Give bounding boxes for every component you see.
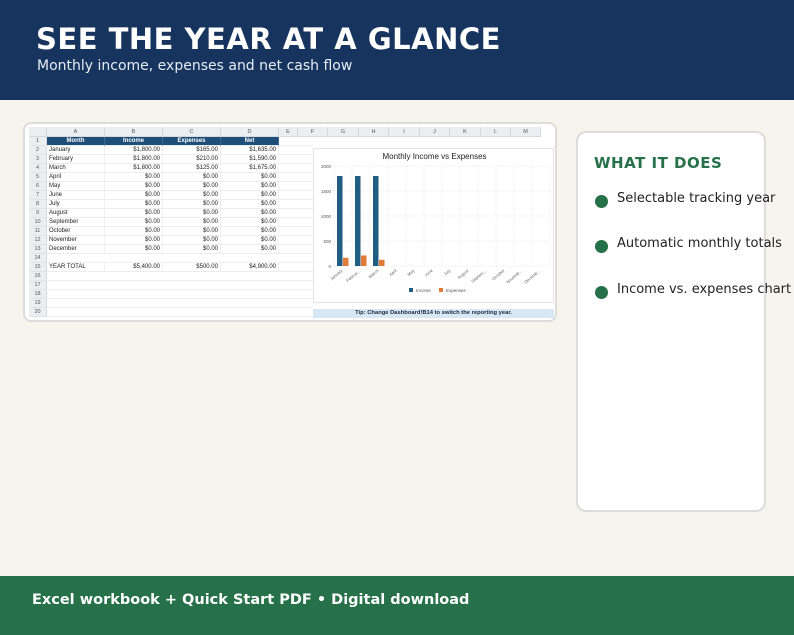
table-cell[interactable]: $0.00	[221, 236, 279, 245]
grid-line	[47, 289, 313, 290]
table-cell[interactable]: $0.00	[105, 218, 163, 227]
table-cell[interactable]: September	[47, 218, 105, 227]
y-tick-label: 0	[328, 264, 331, 269]
footer-text: Excel workbook + Quick Start PDF • Digital download	[32, 592, 470, 608]
legend-label: Expenses	[446, 288, 466, 293]
table-cell[interactable]: $5,400.00	[105, 263, 163, 272]
column-header-e[interactable]: E	[279, 127, 298, 137]
table-cell[interactable]: $0.00	[105, 173, 163, 182]
table-cell[interactable]: $0.00	[163, 200, 221, 209]
table-cell[interactable]: November	[47, 236, 105, 245]
table-cell[interactable]: $0.00	[221, 218, 279, 227]
row-header-18[interactable]: 18	[29, 290, 47, 299]
row-header-20[interactable]: 20	[29, 308, 47, 317]
table-cell[interactable]: $1,590.00	[221, 155, 279, 164]
banner-header	[0, 0, 794, 100]
y-tick-label: 1500	[320, 189, 331, 194]
x-tick-label: March	[367, 267, 380, 280]
page-subtitle: Monthly income, expenses and net cash flow	[37, 58, 353, 74]
column-header-m[interactable]: M	[511, 127, 541, 137]
bar-income	[337, 176, 343, 266]
x-tick-label: October	[491, 267, 506, 282]
table-header-cell[interactable]: Expenses	[163, 137, 221, 146]
row-header-8[interactable]: 8	[29, 200, 47, 209]
row-header-17[interactable]: 17	[29, 281, 47, 290]
table-cell[interactable]: $210.00	[163, 155, 221, 164]
feature-label: Income vs. expenses chart	[617, 282, 792, 297]
table-cell[interactable]: $1,675.00	[221, 164, 279, 173]
table-cell[interactable]: $0.00	[163, 182, 221, 191]
table-cell[interactable]: $0.00	[221, 227, 279, 236]
table-cell[interactable]: $0.00	[163, 245, 221, 254]
table-header-cell[interactable]: Month	[47, 137, 105, 146]
page-title: SEE THE YEAR AT A GLANCE	[36, 22, 501, 56]
x-tick-label: January	[329, 267, 344, 282]
table-cell[interactable]: February	[47, 155, 105, 164]
grid-line	[47, 280, 313, 281]
table-cell[interactable]: $0.00	[221, 173, 279, 182]
table-cell[interactable]: $0.00	[221, 182, 279, 191]
row-header-10[interactable]: 10	[29, 218, 47, 227]
table-cell[interactable]: $0.00	[221, 209, 279, 218]
table-cell[interactable]: $0.00	[105, 191, 163, 200]
column-header-l[interactable]: L	[481, 127, 511, 137]
table-cell[interactable]: $1,800.00	[105, 146, 163, 155]
column-header-k[interactable]: K	[450, 127, 481, 137]
x-tick-label: Decemb…	[523, 267, 542, 285]
table-cell[interactable]: $0.00	[163, 236, 221, 245]
x-tick-label: July	[442, 267, 452, 277]
row-header-4[interactable]: 4	[29, 164, 47, 173]
column-header-g[interactable]: G	[328, 127, 359, 137]
feature-label: Automatic monthly totals	[617, 236, 782, 251]
features-card	[576, 131, 792, 512]
chart-canvas	[314, 149, 555, 304]
table-cell[interactable]: $0.00	[163, 191, 221, 200]
x-tick-label: May	[406, 267, 416, 277]
table-cell[interactable]: June	[47, 191, 105, 200]
table-cell[interactable]: May	[47, 182, 105, 191]
table-cell[interactable]: $0.00	[163, 227, 221, 236]
grid-line	[47, 298, 313, 299]
x-tick-label: August	[456, 267, 470, 281]
table-cell[interactable]: $0.00	[105, 200, 163, 209]
table-cell[interactable]: $4,900.00	[221, 263, 279, 272]
table-cell[interactable]: December	[47, 245, 105, 254]
row-header-15[interactable]: 15	[29, 263, 47, 272]
grid-line	[47, 307, 313, 308]
column-header-f[interactable]: F	[298, 127, 328, 137]
table-cell[interactable]: $0.00	[221, 245, 279, 254]
bullet-dot-icon	[595, 195, 608, 208]
bullet-dot-icon	[595, 240, 608, 253]
table-cell[interactable]: August	[47, 209, 105, 218]
column-header-d[interactable]: D	[221, 127, 279, 137]
table-cell[interactable]: July	[47, 200, 105, 209]
row-header-2[interactable]: 2	[29, 146, 47, 155]
y-tick-label: 2000	[320, 164, 331, 169]
sheet-corner[interactable]	[29, 127, 47, 137]
column-header-c[interactable]: C	[163, 127, 221, 137]
bar-expenses	[361, 256, 367, 267]
table-cell[interactable]: $0.00	[105, 182, 163, 191]
row-header-1[interactable]: 1	[29, 137, 47, 146]
table-cell[interactable]: January	[47, 146, 105, 155]
y-tick-label: 500	[323, 239, 331, 244]
table-cell[interactable]: $0.00	[221, 191, 279, 200]
legend-swatch	[439, 288, 443, 292]
column-header-b[interactable]: B	[105, 127, 163, 137]
table-cell[interactable]: $1,800.00	[105, 164, 163, 173]
row-header-3[interactable]: 3	[29, 155, 47, 164]
row-header-7[interactable]: 7	[29, 191, 47, 200]
table-header-cell[interactable]: Net	[221, 137, 279, 146]
table-cell[interactable]: $0.00	[105, 236, 163, 245]
row-header-5[interactable]: 5	[29, 173, 47, 182]
tip-banner: Tip: Change Dashboard!B14 to switch the reporting year.	[313, 309, 554, 318]
x-tick-label: Novemb…	[505, 267, 524, 285]
row-header-19[interactable]: 19	[29, 299, 47, 308]
bullet-dot-icon	[595, 286, 608, 299]
income-expenses-chart	[313, 148, 554, 303]
table-cell[interactable]: $1,635.00	[221, 146, 279, 155]
table-cell[interactable]: $0.00	[163, 209, 221, 218]
row-header-13[interactable]: 13	[29, 245, 47, 254]
table-cell[interactable]: October	[47, 227, 105, 236]
bar-expenses	[343, 258, 349, 266]
row-header-6[interactable]: 6	[29, 182, 47, 191]
table-cell[interactable]: $0.00	[221, 200, 279, 209]
column-header-a[interactable]: A	[47, 127, 105, 137]
bar-expenses	[379, 260, 385, 266]
spreadsheet	[29, 127, 554, 320]
x-tick-label: April	[388, 267, 398, 278]
x-tick-label: Septem…	[470, 267, 488, 284]
spreadsheet-preview-card	[23, 122, 557, 322]
feature-label: Selectable tracking year	[617, 191, 776, 206]
bar-income	[373, 176, 379, 266]
table-cell[interactable]: $0.00	[105, 209, 163, 218]
grid-line	[47, 316, 313, 317]
table-cell[interactable]: $500.00	[163, 263, 221, 272]
row-header-12[interactable]: 12	[29, 236, 47, 245]
table-cell[interactable]: $0.00	[163, 218, 221, 227]
table-cell[interactable]: $0.00	[105, 245, 163, 254]
table-cell[interactable]: $125.00	[163, 164, 221, 173]
table-cell[interactable]: YEAR TOTAL	[47, 263, 105, 272]
column-header-j[interactable]: J	[420, 127, 450, 137]
x-tick-label: Februa…	[345, 267, 362, 283]
column-header-h[interactable]: H	[359, 127, 389, 137]
table-cell[interactable]: $1,800.00	[105, 155, 163, 164]
table-cell[interactable]: $0.00	[105, 227, 163, 236]
x-tick-label: June	[423, 267, 434, 278]
table-cell[interactable]: April	[47, 173, 105, 182]
table-cell[interactable]: $0.00	[163, 173, 221, 182]
legend-label: Income	[416, 288, 431, 293]
row-header-16[interactable]: 16	[29, 272, 47, 281]
row-header-9[interactable]: 9	[29, 209, 47, 218]
footer-bar	[0, 576, 794, 635]
y-tick-label: 1000	[320, 214, 331, 219]
column-header-i[interactable]: I	[389, 127, 420, 137]
legend-swatch	[409, 288, 413, 292]
bar-income	[355, 176, 361, 266]
table-cell[interactable]: March	[47, 164, 105, 173]
table-header-cell[interactable]: Income	[105, 137, 163, 146]
row-header-11[interactable]: 11	[29, 227, 47, 236]
row-header-14[interactable]: 14	[29, 254, 47, 263]
table-cell[interactable]: $165.00	[163, 146, 221, 155]
chart-title: Monthly Income vs Expenses	[382, 152, 487, 161]
features-title: WHAT IT DOES	[594, 154, 723, 172]
